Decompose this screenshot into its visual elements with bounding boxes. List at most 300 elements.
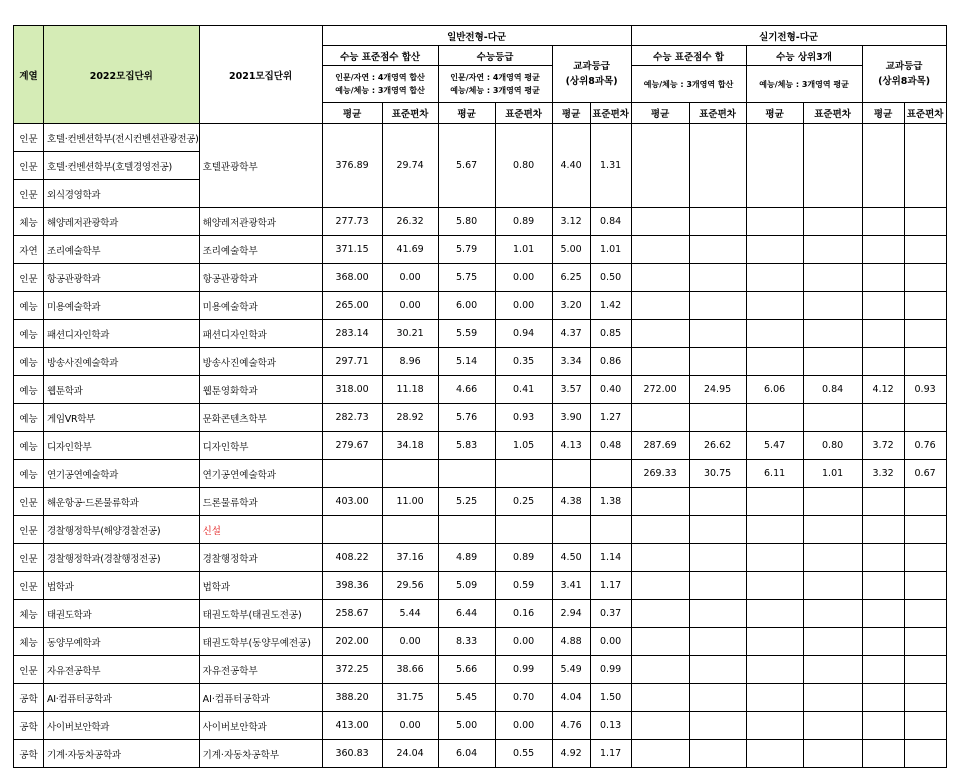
gen-sum-std-cell: 24.04 [382,740,438,768]
gen-school-std-cell: 0.37 [590,600,631,628]
prac-school-avg-cell [862,572,904,600]
prac-top3-std-cell [803,684,862,712]
prac-sum-avg-cell [631,544,689,572]
unit-2021-cell: 패션디자인학과 [199,320,322,348]
gen-school-avg-cell: 4.13 [552,432,590,460]
prac-top3-avg-cell [746,712,803,740]
prac-school-avg-cell [862,656,904,684]
gen-school-avg-cell [552,516,590,544]
table-row [14,432,947,460]
category-cell: 인문 [14,516,44,544]
prac-top3-std-cell [803,208,862,236]
unit-2022-cell: 패션디자인학과 [44,320,200,348]
gen-school-std-cell: 1.31 [590,124,631,208]
gen-school-avg-cell: 4.76 [552,712,590,740]
table-row [14,460,947,488]
prac-sum-std-cell [689,264,746,292]
prac-sum-avg-cell [631,740,689,768]
admission-results-table [13,25,947,768]
table-row [14,236,947,264]
prac-school-std-cell [904,320,946,348]
table-row [14,404,947,432]
unit-2022-cell: AI·컴퓨터공학과 [44,684,200,712]
table-row [14,740,947,768]
header-gen-sum-note: 인문/자연 : 4개영역 합산 예능/체능 : 3개영역 합산 [322,66,438,103]
gen-school-avg-cell: 4.40 [552,124,590,208]
table-row [14,292,947,320]
category-cell: 인문 [14,152,44,180]
prac-sum-avg-cell [631,348,689,376]
prac-school-std-cell [904,208,946,236]
gen-sum-avg-cell: 360.83 [322,740,382,768]
unit-2021-cell: 해양레저관광학과 [199,208,322,236]
gen-grade-std-cell: 0.00 [495,264,552,292]
gen-school-std-cell: 1.38 [590,488,631,516]
prac-sum-std-cell [689,656,746,684]
header-avg: 평균 [438,103,495,124]
prac-top3-avg-cell [746,684,803,712]
header-std: 표준편차 [689,103,746,124]
category-cell: 예능 [14,376,44,404]
gen-sum-std-cell: 30.21 [382,320,438,348]
prac-school-std-cell [904,544,946,572]
gen-grade-std-cell: 1.01 [495,236,552,264]
prac-sum-avg-cell [631,292,689,320]
prac-school-std-cell [904,124,946,208]
gen-sum-avg-cell: 282.73 [322,404,382,432]
gen-grade-avg-cell: 6.00 [438,292,495,320]
header-std: 표준편차 [382,103,438,124]
prac-school-std-cell [904,740,946,768]
gen-grade-std-cell: 0.99 [495,656,552,684]
gen-school-avg-cell: 3.20 [552,292,590,320]
category-cell: 자연 [14,236,44,264]
gen-grade-avg-cell: 5.66 [438,656,495,684]
category-cell: 공학 [14,712,44,740]
gen-sum-std-cell: 38.66 [382,656,438,684]
unit-2021-cell: 드론물류학과 [199,488,322,516]
gen-sum-std-cell: 29.74 [382,124,438,208]
unit-2021-cell: 태권도학부(동양무예전공) [199,628,322,656]
prac-sum-std-cell: 30.75 [689,460,746,488]
gen-school-avg-cell [552,460,590,488]
header-std: 표준편차 [495,103,552,124]
unit-2021-cell: 미용예술학과 [199,292,322,320]
category-cell: 인문 [14,544,44,572]
prac-school-avg-cell [862,740,904,768]
gen-sum-std-cell: 11.18 [382,376,438,404]
prac-top3-avg-cell [746,404,803,432]
prac-sum-std-cell [689,404,746,432]
prac-sum-std-cell [689,628,746,656]
prac-sum-std-cell [689,740,746,768]
gen-sum-std-cell: 0.00 [382,264,438,292]
gen-grade-std-cell: 0.94 [495,320,552,348]
prac-school-std-cell [904,712,946,740]
unit-2022-cell: 디자인학부 [44,432,200,460]
prac-sum-std-cell [689,208,746,236]
gen-grade-avg-cell: 5.67 [438,124,495,208]
prac-school-avg-cell: 3.32 [862,460,904,488]
prac-school-avg-cell [862,600,904,628]
unit-2021-cell: 신설 [199,516,322,544]
prac-top3-std-cell [803,320,862,348]
gen-school-std-cell: 1.17 [590,572,631,600]
gen-grade-avg-cell: 6.44 [438,600,495,628]
category-cell: 인문 [14,488,44,516]
header-gen-school: 교과등급 (상위8과목) [552,46,631,103]
gen-school-avg-cell: 3.90 [552,404,590,432]
gen-grade-avg-cell: 5.00 [438,712,495,740]
unit-2022-cell: 조리예술학부 [44,236,200,264]
gen-school-avg-cell: 4.04 [552,684,590,712]
category-cell: 예능 [14,348,44,376]
gen-school-std-cell: 0.84 [590,208,631,236]
gen-sum-std-cell: 29.56 [382,572,438,600]
unit-2022-cell: 사이버보안학과 [44,712,200,740]
prac-sum-avg-cell [631,628,689,656]
gen-sum-avg-cell: 265.00 [322,292,382,320]
unit-2021-cell: AI·컴퓨터공학과 [199,684,322,712]
gen-sum-avg-cell: 283.14 [322,320,382,348]
gen-sum-std-cell: 37.16 [382,544,438,572]
prac-sum-avg-cell [631,264,689,292]
unit-2022-cell: 게임VR학부 [44,404,200,432]
header-avg: 평균 [746,103,803,124]
prac-school-avg-cell [862,516,904,544]
unit-2022-cell: 기계·자동차공학과 [44,740,200,768]
table-row [14,684,947,712]
prac-school-std-cell [904,348,946,376]
gen-grade-std-cell: 0.59 [495,572,552,600]
prac-school-std-cell [904,236,946,264]
unit-2021-cell: 방송사진예술학과 [199,348,322,376]
gen-school-avg-cell: 4.37 [552,320,590,348]
table-row [14,208,947,236]
gen-grade-avg-cell: 5.59 [438,320,495,348]
header-prac-top3-note: 예능/체능 : 3개영역 평균 [746,66,862,103]
unit-2022-cell: 외식경영학과 [44,180,200,208]
gen-sum-avg-cell: 403.00 [322,488,382,516]
gen-school-std-cell: 0.86 [590,348,631,376]
gen-grade-std-cell: 0.89 [495,208,552,236]
gen-sum-std-cell: 0.00 [382,628,438,656]
prac-school-std-cell: 0.93 [904,376,946,404]
gen-school-std-cell: 0.48 [590,432,631,460]
prac-top3-std-cell: 0.84 [803,376,862,404]
gen-grade-avg-cell: 5.80 [438,208,495,236]
gen-sum-avg-cell: 297.71 [322,348,382,376]
prac-top3-avg-cell [746,544,803,572]
category-cell: 예능 [14,432,44,460]
gen-grade-std-cell: 0.80 [495,124,552,208]
prac-school-std-cell [904,684,946,712]
gen-grade-std-cell: 1.05 [495,432,552,460]
prac-top3-std-cell: 1.01 [803,460,862,488]
header-std: 표준편차 [904,103,946,124]
unit-2021-cell: 기계·자동차공학부 [199,740,322,768]
prac-school-std-cell [904,488,946,516]
gen-school-avg-cell: 5.49 [552,656,590,684]
gen-grade-std-cell: 0.00 [495,292,552,320]
gen-grade-avg-cell: 8.33 [438,628,495,656]
unit-2022-cell: 경찰행정학과(경찰행정전공) [44,544,200,572]
prac-top3-avg-cell [746,208,803,236]
unit-2022-cell: 태권도학과 [44,600,200,628]
prac-top3-avg-cell [746,488,803,516]
prac-top3-std-cell [803,544,862,572]
prac-school-avg-cell [862,264,904,292]
gen-sum-avg-cell: 279.67 [322,432,382,460]
prac-sum-avg-cell [631,712,689,740]
prac-school-avg-cell [862,684,904,712]
gen-school-std-cell: 1.17 [590,740,631,768]
category-cell: 체능 [14,208,44,236]
gen-school-std-cell [590,460,631,488]
prac-top3-std-cell [803,292,862,320]
gen-sum-std-cell: 34.18 [382,432,438,460]
category-cell: 예능 [14,292,44,320]
header-gen-grade-note: 인문/자연 : 4개영역 평균 예능/체능 : 3개영역 평균 [438,66,552,103]
prac-school-std-cell [904,628,946,656]
gen-sum-avg-cell [322,460,382,488]
gen-grade-std-cell [495,460,552,488]
unit-2021-cell: 연기공연예술학과 [199,460,322,488]
gen-school-avg-cell: 2.94 [552,600,590,628]
category-cell: 인문 [14,572,44,600]
prac-school-std-cell [904,264,946,292]
prac-top3-std-cell [803,740,862,768]
unit-2022-cell: 호텔·컨벤션학부(전시컨벤션관광전공) [44,124,200,152]
unit-2022-cell: 호텔·컨벤션학부(호텔경영전공) [44,152,200,180]
prac-top3-avg-cell [746,348,803,376]
category-cell: 인문 [14,180,44,208]
prac-sum-std-cell [689,488,746,516]
unit-2021-cell: 태권도학부(태권도전공) [199,600,322,628]
prac-school-avg-cell [862,712,904,740]
prac-sum-std-cell [689,292,746,320]
gen-school-avg-cell: 3.12 [552,208,590,236]
prac-school-std-cell [904,292,946,320]
prac-sum-std-cell [689,712,746,740]
gen-sum-avg-cell: 398.36 [322,572,382,600]
gen-school-std-cell [590,516,631,544]
unit-2022-cell: 해양레저관광학과 [44,208,200,236]
gen-school-avg-cell: 4.88 [552,628,590,656]
prac-top3-avg-cell [746,656,803,684]
unit-2022-cell: 자유전공학부 [44,656,200,684]
table-row [14,376,947,404]
prac-top3-avg-cell [746,320,803,348]
header-gen-grade: 수능등급 [438,46,552,66]
gen-grade-std-cell: 0.00 [495,628,552,656]
prac-school-std-cell [904,600,946,628]
gen-sum-std-cell [382,516,438,544]
table-row [14,572,947,600]
table-row [14,264,947,292]
prac-sum-avg-cell [631,404,689,432]
gen-sum-std-cell: 26.32 [382,208,438,236]
gen-school-std-cell: 0.99 [590,656,631,684]
unit-2021-cell: 사이버보안학과 [199,712,322,740]
gen-grade-avg-cell: 5.09 [438,572,495,600]
gen-grade-avg-cell [438,516,495,544]
gen-grade-avg-cell: 5.25 [438,488,495,516]
gen-school-avg-cell: 5.00 [552,236,590,264]
prac-top3-std-cell [803,516,862,544]
prac-school-avg-cell [862,348,904,376]
category-cell: 예능 [14,320,44,348]
prac-top3-std-cell [803,264,862,292]
gen-sum-std-cell: 28.92 [382,404,438,432]
prac-school-avg-cell [862,236,904,264]
gen-grade-std-cell: 0.93 [495,404,552,432]
prac-top3-avg-cell: 6.11 [746,460,803,488]
gen-school-std-cell: 1.50 [590,684,631,712]
prac-top3-std-cell: 0.80 [803,432,862,460]
table-row [14,544,947,572]
prac-top3-std-cell [803,236,862,264]
gen-sum-avg-cell: 372.25 [322,656,382,684]
unit-2022-cell: 법학과 [44,572,200,600]
prac-school-avg-cell [862,208,904,236]
prac-top3-std-cell [803,124,862,208]
header-unit-2022: 2022모집단위 [44,26,200,124]
table-row [14,600,947,628]
prac-school-std-cell [904,516,946,544]
gen-sum-avg-cell: 388.20 [322,684,382,712]
gen-sum-avg-cell: 376.89 [322,124,382,208]
unit-2022-cell: 웹툰학과 [44,376,200,404]
prac-school-std-cell: 0.76 [904,432,946,460]
prac-sum-avg-cell [631,488,689,516]
header-avg: 평균 [552,103,590,124]
prac-sum-std-cell: 24.95 [689,376,746,404]
unit-2021-cell: 자유전공학부 [199,656,322,684]
gen-sum-avg-cell: 277.73 [322,208,382,236]
prac-sum-avg-cell [631,516,689,544]
gen-school-avg-cell: 3.41 [552,572,590,600]
gen-school-avg-cell: 4.38 [552,488,590,516]
prac-sum-avg-cell [631,208,689,236]
prac-sum-std-cell: 26.62 [689,432,746,460]
gen-school-std-cell: 0.40 [590,376,631,404]
gen-school-std-cell: 0.00 [590,628,631,656]
prac-top3-avg-cell [746,264,803,292]
header-avg: 평균 [862,103,904,124]
gen-grade-avg-cell: 4.89 [438,544,495,572]
header-avg: 평균 [631,103,689,124]
unit-2022-cell: 방송사진예술학과 [44,348,200,376]
prac-sum-avg-cell: 272.00 [631,376,689,404]
gen-sum-std-cell: 5.44 [382,600,438,628]
prac-top3-std-cell [803,348,862,376]
prac-top3-avg-cell [746,740,803,768]
header-gen-sum: 수능 표준점수 합산 [322,46,438,66]
gen-grade-std-cell: 0.89 [495,544,552,572]
gen-sum-std-cell: 0.00 [382,712,438,740]
prac-school-avg-cell [862,404,904,432]
prac-sum-avg-cell: 287.69 [631,432,689,460]
prac-school-avg-cell [862,124,904,208]
prac-top3-avg-cell: 6.06 [746,376,803,404]
header-std: 표준편차 [803,103,862,124]
header-prac-school: 교과등급 (상위8과목) [862,46,946,103]
prac-sum-avg-cell [631,600,689,628]
prac-sum-avg-cell [631,656,689,684]
gen-school-std-cell: 1.01 [590,236,631,264]
unit-2021-cell: 문화콘텐츠학부 [199,404,322,432]
prac-top3-avg-cell [746,628,803,656]
gen-sum-std-cell: 31.75 [382,684,438,712]
category-cell: 인문 [14,656,44,684]
prac-sum-std-cell [689,600,746,628]
prac-sum-avg-cell [631,236,689,264]
gen-sum-avg-cell: 368.00 [322,264,382,292]
unit-2021-cell: 호텔관광학부 [199,124,322,208]
gen-school-avg-cell: 4.50 [552,544,590,572]
gen-grade-avg-cell: 5.79 [438,236,495,264]
gen-sum-avg-cell [322,516,382,544]
category-cell: 공학 [14,684,44,712]
gen-sum-std-cell [382,460,438,488]
prac-school-avg-cell [862,292,904,320]
table-row [14,488,947,516]
header-prac-sum: 수능 표준점수 합 [631,46,746,66]
unit-2021-cell: 법학과 [199,572,322,600]
prac-top3-std-cell [803,712,862,740]
gen-sum-std-cell: 41.69 [382,236,438,264]
header-practical-admission: 실기전형-다군 [631,26,946,46]
prac-school-std-cell [904,572,946,600]
prac-school-std-cell: 0.67 [904,460,946,488]
table-row [14,628,947,656]
gen-school-std-cell: 1.42 [590,292,631,320]
gen-school-avg-cell: 4.92 [552,740,590,768]
header-std: 표준편차 [590,103,631,124]
prac-top3-std-cell [803,656,862,684]
gen-grade-std-cell: 0.00 [495,712,552,740]
prac-sum-std-cell [689,516,746,544]
unit-2021-cell: 웹툰영화학과 [199,376,322,404]
gen-school-std-cell: 1.14 [590,544,631,572]
prac-top3-avg-cell [746,572,803,600]
prac-school-avg-cell: 3.72 [862,432,904,460]
gen-school-std-cell: 0.13 [590,712,631,740]
prac-sum-std-cell [689,348,746,376]
prac-top3-std-cell [803,628,862,656]
prac-school-std-cell [904,404,946,432]
table-row [14,320,947,348]
table-row [14,348,947,376]
gen-grade-std-cell: 0.70 [495,684,552,712]
category-cell: 체능 [14,628,44,656]
prac-school-avg-cell [862,488,904,516]
prac-sum-avg-cell: 269.33 [631,460,689,488]
gen-sum-avg-cell: 202.00 [322,628,382,656]
unit-2022-cell: 경찰행정학부(해양경찰전공) [44,516,200,544]
gen-sum-avg-cell: 413.00 [322,712,382,740]
table-row [14,124,947,152]
unit-2021-cell: 디자인학부 [199,432,322,460]
prac-sum-avg-cell [631,320,689,348]
header-general-admission: 일반전형-다군 [322,26,631,46]
gen-grade-avg-cell: 5.76 [438,404,495,432]
unit-2021-cell: 조리예술학부 [199,236,322,264]
header-category: 계열 [14,26,44,124]
header-prac-top3: 수능 상위3개 [746,46,862,66]
header-prac-sum-note: 예능/체능 : 3개영역 합산 [631,66,746,103]
